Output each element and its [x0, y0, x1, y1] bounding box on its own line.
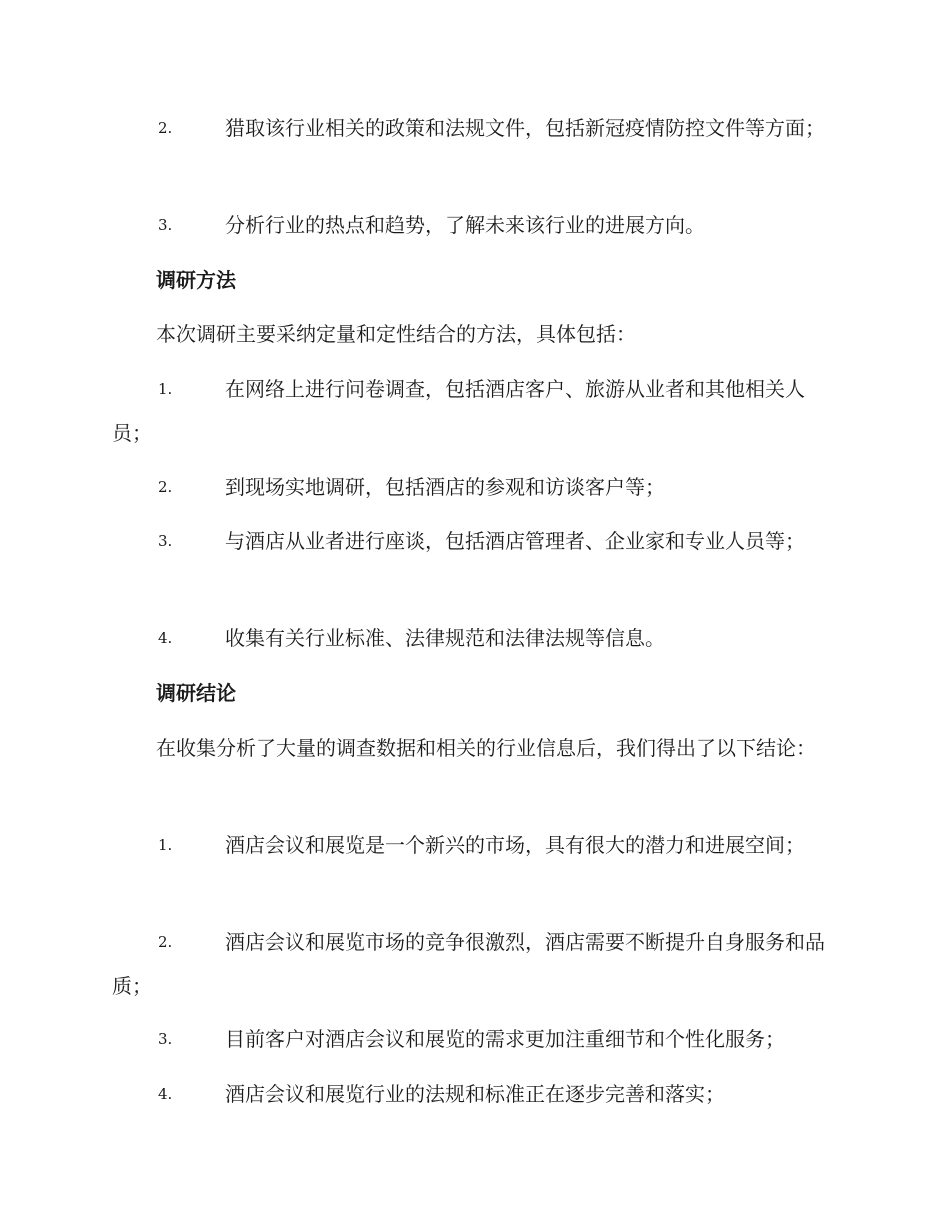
- list-number: 1.: [158, 836, 173, 854]
- list-text: 分析行业的热点和趋势，了解未来该行业的进展方向。: [225, 213, 705, 237]
- methods-intro: 本次调研主要采纳定量和定性结合的方法，具体包括：: [156, 322, 636, 346]
- list-item: [112, 519, 836, 563]
- list-text: 在网络上进行问卷调查，包括酒店客户、旅游从业者和其他相关人员；: [112, 377, 805, 445]
- list-number: 2.: [158, 933, 173, 951]
- list-text: 酒店会议和展览行业的法规和标准正在逐步完善和落实；: [225, 1082, 725, 1106]
- list-text: 猎取该行业相关的政策和法规文件，包括新冠疫情防控文件等方面；: [225, 116, 825, 140]
- list-number: 3.: [158, 532, 173, 550]
- list-item: [112, 367, 836, 455]
- list-text: 与酒店从业者进行座谈，包括酒店管理者、企业家和专业人员等；: [225, 529, 805, 553]
- list-item: [112, 616, 836, 660]
- list-item: [112, 203, 836, 247]
- list-number: 2.: [158, 119, 173, 137]
- list-text: 酒店会议和展览是一个新兴的市场，具有很大的潜力和进展空间；: [225, 833, 805, 857]
- list-number: 3.: [158, 1030, 173, 1048]
- list-number: 4.: [158, 1085, 173, 1103]
- section-heading-conclusions: 调研结论: [156, 681, 236, 705]
- list-item: [112, 106, 836, 150]
- list-number: 3.: [158, 216, 173, 234]
- list-item: [112, 823, 836, 867]
- list-number: 1.: [158, 380, 173, 398]
- list-text: 酒店会议和展览市场的竞争很激烈，酒店需要不断提升自身服务和品质；: [112, 930, 825, 998]
- list-item: [112, 920, 836, 1008]
- list-text: 目前客户对酒店会议和展览的需求更加注重细节和个性化服务；: [225, 1027, 785, 1051]
- list-item: [112, 1017, 836, 1061]
- section-heading-methods: 调研方法: [156, 268, 236, 292]
- list-item: [112, 1072, 836, 1116]
- list-number: 4.: [158, 629, 173, 647]
- list-item: [112, 465, 836, 509]
- conclusions-intro: 在收集分析了大量的调查数据和相关的行业信息后，我们得出了以下结论：: [156, 736, 816, 760]
- list-text: 收集有关行业标准、法律规范和法律法规等信息。: [225, 626, 665, 650]
- list-text: 到现场实地调研，包括酒店的参观和访谈客户等；: [225, 475, 665, 499]
- list-number: 2.: [158, 478, 173, 496]
